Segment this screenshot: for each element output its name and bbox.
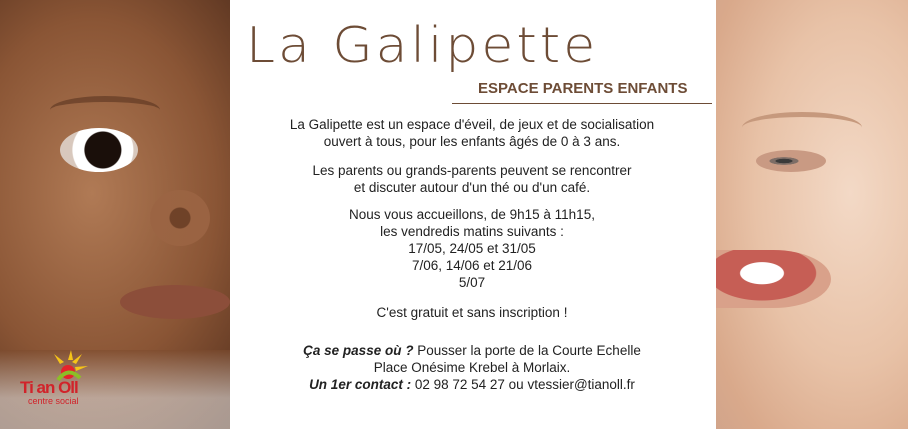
where-value: Pousser la porte de la Courte Echelle <box>413 343 641 358</box>
logo-subtitle: centre social <box>28 396 79 406</box>
contact-label: Un 1er contact : <box>309 377 412 392</box>
text-line: et discuter autour d'un thé ou d'un café. <box>353 180 591 195</box>
address-line: Place Onésime Krebel à Morlaix. <box>373 360 571 375</box>
page-title: La Galipette <box>246 17 599 75</box>
baby-brow <box>742 112 862 143</box>
baby-lips <box>120 285 230 319</box>
baby-eye <box>756 150 826 172</box>
text-line: Nous vous accueillons, de 9h15 à 11h15, <box>349 207 595 222</box>
baby-brow <box>50 96 160 124</box>
page-subtitle: ESPACE PARENTS ENFANTS <box>478 80 688 97</box>
logo-name: Ti an Oll <box>20 378 78 397</box>
baby-mouth <box>716 250 831 308</box>
where-label: Ça se passe où ? <box>303 343 414 358</box>
tianoll-logo <box>20 350 120 410</box>
text-line: C'est gratuit et sans inscription ! <box>376 305 568 320</box>
title-divider <box>452 103 712 104</box>
text-line: les vendredis matins suivants : <box>380 224 564 239</box>
free-notice <box>246 304 698 321</box>
contact-line <box>246 376 698 393</box>
date-line: 5/07 <box>458 275 486 290</box>
schedule-paragraph <box>246 206 698 291</box>
baby-eye <box>60 128 138 172</box>
date-line: 17/05, 24/05 et 31/05 <box>408 241 536 256</box>
contact-value: 02 98 72 54 27 ou vtessier@tianoll.fr <box>411 377 635 392</box>
info-block <box>246 342 698 393</box>
text-line: ouvert à tous, pour les enfants âgés de 0 à 3 ans. <box>323 134 621 149</box>
date-line: 7/06, 14/06 et 21/06 <box>411 258 533 273</box>
baby-photo-right <box>716 0 908 429</box>
text-line: Les parents ou grands-parents peuvent se rencontrer <box>312 163 632 178</box>
baby-nose <box>150 190 210 246</box>
text-line: La Galipette est un espace d'éveil, de jeux et de socialisation <box>289 117 655 132</box>
parents-paragraph <box>246 162 698 196</box>
where-line <box>246 342 698 359</box>
intro-paragraph <box>246 116 698 150</box>
